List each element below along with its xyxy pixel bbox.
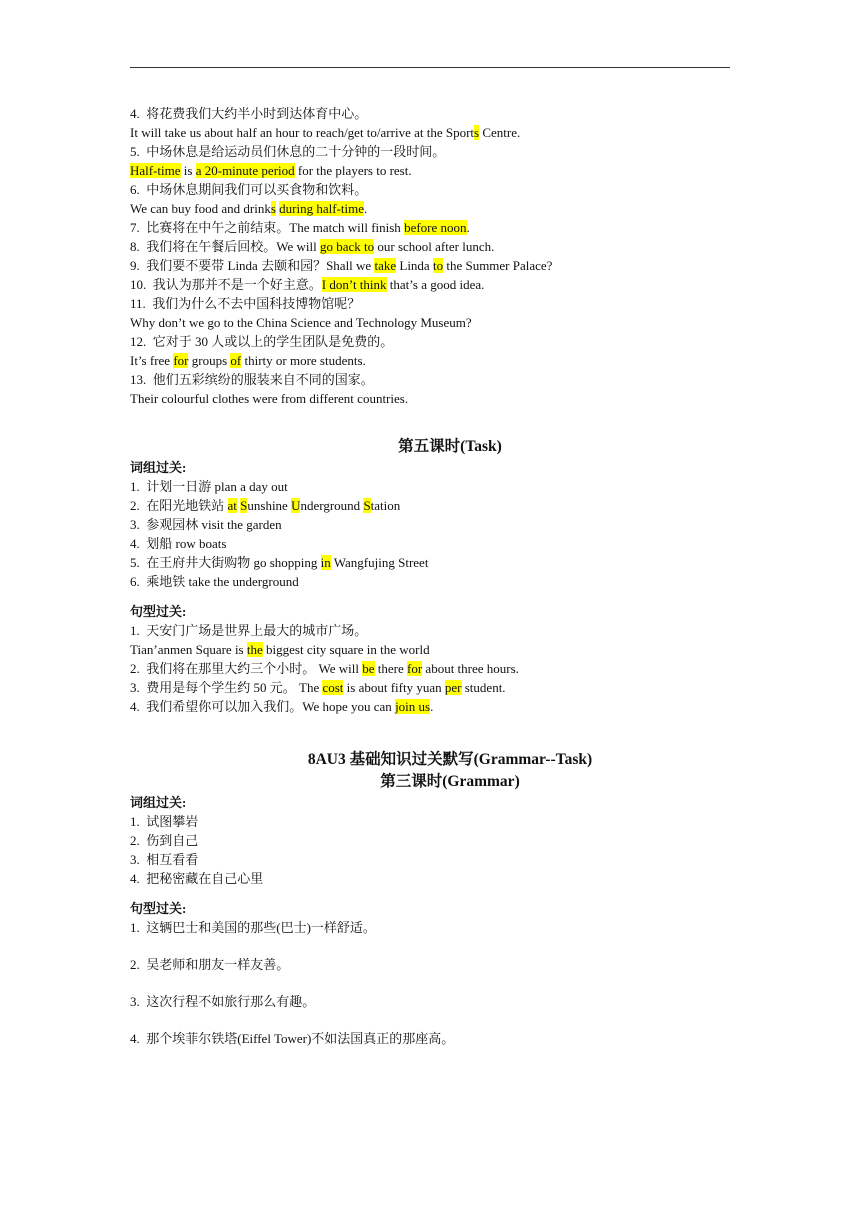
text-line — [130, 180, 770, 199]
text-line — [130, 370, 770, 389]
text-line — [130, 553, 770, 572]
text-line — [130, 812, 770, 831]
text-line — [130, 256, 770, 275]
highlighted-answer: cost — [322, 680, 344, 695]
item-number: 2. — [130, 661, 140, 676]
text-segment: . — [364, 201, 368, 216]
text-line — [130, 659, 770, 678]
text-line — [130, 496, 770, 515]
item-number: 10. — [130, 277, 147, 292]
item-number: 4. — [130, 1031, 140, 1046]
text-segment: groups — [188, 353, 231, 368]
highlighted-answer: the — [246, 642, 263, 657]
text-segment: there — [374, 661, 407, 676]
text-line — [130, 313, 770, 332]
item-number: 6. — [130, 182, 140, 197]
highlighted-answer: S — [240, 498, 248, 513]
highlighted-answer: per — [444, 680, 462, 695]
text-segment: We can buy food and drink — [130, 201, 271, 216]
text-segment: 我们希望你可以加入我们。We hope you can — [146, 699, 396, 714]
grammar-sentence-label: 句型过关: — [130, 901, 187, 916]
text-segment: 我们将在午餐后回校。We will — [146, 239, 320, 254]
text-segment: unshine — [247, 498, 292, 513]
text-segment: 乘地铁 take the underground — [146, 574, 299, 589]
english-text: Why don’t we go to the China Science and Technology Museum? — [130, 315, 472, 330]
item-number: 1. — [130, 814, 140, 829]
text-line — [130, 351, 770, 370]
text-segment: . — [466, 220, 470, 235]
text-segment: . — [430, 699, 434, 714]
text-line — [130, 275, 770, 294]
chinese-text: 天安门广场是世界上最大的城市广场。 — [146, 623, 368, 638]
chinese-text: 中场休息是给运动员们休息的二十分钟的一段时间。 — [146, 144, 446, 159]
item-number: 2. — [130, 498, 140, 513]
text-line — [130, 123, 770, 142]
item-number: 1. — [130, 920, 140, 935]
text-segment: thirty or more students. — [241, 353, 366, 368]
highlighted-answer: before noon — [404, 220, 467, 235]
text-line — [130, 199, 770, 218]
text-segment: 我们要不要带 Linda 去颐和园？Shall we — [146, 258, 375, 273]
item-number: 4. — [130, 106, 140, 121]
text-segment: about three hours. — [422, 661, 519, 676]
item-number: 5. — [130, 555, 140, 570]
chinese-text: 伤到自己 — [146, 833, 199, 848]
highlighted-answer: to — [432, 258, 444, 273]
text-segment: 参观园林 visit the garden — [146, 517, 282, 532]
text-line — [130, 831, 770, 850]
chinese-text: 把秘密藏在自己心里 — [146, 871, 264, 886]
highlighted-answer: I don’t think — [321, 277, 387, 292]
text-line — [130, 294, 770, 313]
highlighted-answer: S — [363, 498, 371, 513]
text-segment: tation — [370, 498, 401, 513]
chinese-text: 它对于 30 人或以上的学生团队是免费的。 — [152, 334, 394, 349]
text-segment: Centre. — [479, 125, 521, 140]
text-segment: is about fifty yuan — [343, 680, 445, 695]
item-number: 3. — [130, 517, 140, 532]
grammar-sentence-list — [130, 918, 770, 1048]
item-number: 8. — [130, 239, 140, 254]
task-phrase-list — [130, 477, 770, 591]
grammar-phrase-list — [130, 812, 770, 888]
text-segment: It’s free — [130, 353, 174, 368]
chinese-text: 将花费我们大约半小时到达体育中心。 — [146, 106, 368, 121]
item-number: 3. — [130, 852, 140, 867]
text-segment: 比赛将在中午之前结束。The match will finish — [146, 220, 405, 235]
item-number: 6. — [130, 574, 140, 589]
text-segment: 在王府井大街购物 go shopping — [146, 555, 321, 570]
chinese-text: 试图攀岩 — [146, 814, 199, 829]
text-segment: the Summer Palace? — [443, 258, 553, 273]
text-segment: biggest city square in the world — [262, 642, 430, 657]
english-text: Their colourful clothes were from different countries. — [130, 391, 409, 406]
text-line — [130, 992, 770, 1011]
worksheet-content — [130, 104, 770, 1048]
item-number: 11. — [130, 296, 146, 311]
highlighted-answer: join us — [395, 699, 431, 714]
text-line — [130, 534, 770, 553]
chinese-text: 他们五彩缤纷的服装来自不同的国家。 — [152, 372, 374, 387]
part1-sentence-list — [130, 104, 770, 408]
highlighted-answer: s — [474, 125, 480, 140]
grammar-phrase-label: 词组过关: — [130, 795, 187, 810]
item-number: 1. — [130, 479, 140, 494]
item-number: 7. — [130, 220, 140, 235]
text-line — [130, 142, 770, 161]
text-line — [130, 572, 770, 591]
text-line — [130, 161, 770, 180]
item-number: 5. — [130, 144, 140, 159]
text-segment: 我们将在那里大约三个小时。 We will — [146, 661, 363, 676]
text-segment: Linda — [396, 258, 433, 273]
task-lesson-heading: 第五课时(Task) — [398, 438, 502, 455]
chinese-text: 相互看看 — [146, 852, 199, 867]
text-line — [130, 918, 770, 937]
chinese-text: 那个埃菲尔铁塔(Eiffel Tower)不如法国真正的那座高。 — [146, 1031, 455, 1046]
text-segment: is — [180, 163, 196, 178]
text-line — [130, 477, 770, 496]
highlighted-answer: take — [374, 258, 397, 273]
text-line — [130, 332, 770, 351]
highlighted-answer: in — [320, 555, 331, 570]
item-number: 2. — [130, 833, 140, 848]
text-segment: Wangfujing Street — [330, 555, 429, 570]
chinese-text: 这辆巴士和美国的那些(巴士)一样舒适。 — [146, 920, 376, 935]
grammar-lesson-heading: 第三课时(Grammar) — [380, 773, 520, 790]
header-rule — [130, 67, 730, 68]
text-line — [130, 1029, 770, 1048]
text-segment: 划船 row boats — [146, 536, 227, 551]
text-segment: that’s a good idea. — [386, 277, 485, 292]
text-line — [130, 640, 770, 659]
text-segment: 计划一日游 plan a day out — [146, 479, 288, 494]
item-number: 13. — [130, 372, 147, 387]
item-number: 2. — [130, 957, 140, 972]
text-line — [130, 869, 770, 888]
item-number: 3. — [130, 994, 140, 1009]
item-number: 4. — [130, 871, 140, 886]
item-number: 3. — [130, 680, 140, 695]
item-number: 9. — [130, 258, 140, 273]
text-segment: for the players to rest. — [294, 163, 412, 178]
text-segment: student. — [461, 680, 506, 695]
text-line — [130, 697, 770, 716]
text-line — [130, 237, 770, 256]
chinese-text: 这次行程不如旅行那么有趣。 — [146, 994, 316, 1009]
highlighted-answer: for — [407, 661, 423, 676]
item-number: 1. — [130, 623, 140, 638]
chinese-text: 中场休息期间我们可以买食物和饮料。 — [146, 182, 368, 197]
text-line — [130, 515, 770, 534]
highlighted-answer: U — [291, 498, 301, 513]
text-line — [130, 621, 770, 640]
highlighted-answer: of — [230, 353, 242, 368]
text-segment: 在阳光地铁站 — [146, 498, 228, 513]
item-number: 4. — [130, 699, 140, 714]
chinese-text: 吴老师和朋友一样友善。 — [146, 957, 290, 972]
highlighted-answer: go back to — [319, 239, 375, 254]
highlighted-answer: at — [227, 498, 237, 513]
text-segment: 费用是每个学生约 50 元。 The — [146, 680, 323, 695]
highlighted-answer: be — [362, 661, 375, 676]
task-sentence-label: 句型过关: — [130, 604, 187, 619]
text-segment: Tian’anmen Square is — [130, 642, 247, 657]
text-segment: our school after lunch. — [374, 239, 495, 254]
highlighted-answer: Half-time — [130, 163, 181, 178]
highlighted-answer: s — [270, 201, 276, 216]
task-sentence-list — [130, 621, 770, 716]
text-line — [130, 955, 770, 974]
highlighted-answer: a 20-minute period — [195, 163, 295, 178]
text-line — [130, 389, 770, 408]
text-line — [130, 850, 770, 869]
text-line — [130, 678, 770, 697]
highlighted-answer: during half-time — [279, 201, 364, 216]
highlighted-answer: for — [173, 353, 189, 368]
item-number: 12. — [130, 334, 147, 349]
task-phrase-label: 词组过关: — [130, 460, 187, 475]
chinese-text: 我们为什么不去中国科技博物馆呢？ — [152, 296, 361, 311]
unit-heading: 8AU3 基础知识过关默写(Grammar--Task) — [307, 751, 593, 768]
text-segment: nderground — [300, 498, 364, 513]
item-number: 4. — [130, 536, 140, 551]
text-line — [130, 218, 770, 237]
text-line — [130, 104, 770, 123]
text-segment: It will take us about half an hour to reach/get to/arrive at the Sport — [130, 125, 475, 140]
text-segment: 我认为那并不是一个好主意。 — [152, 277, 322, 292]
